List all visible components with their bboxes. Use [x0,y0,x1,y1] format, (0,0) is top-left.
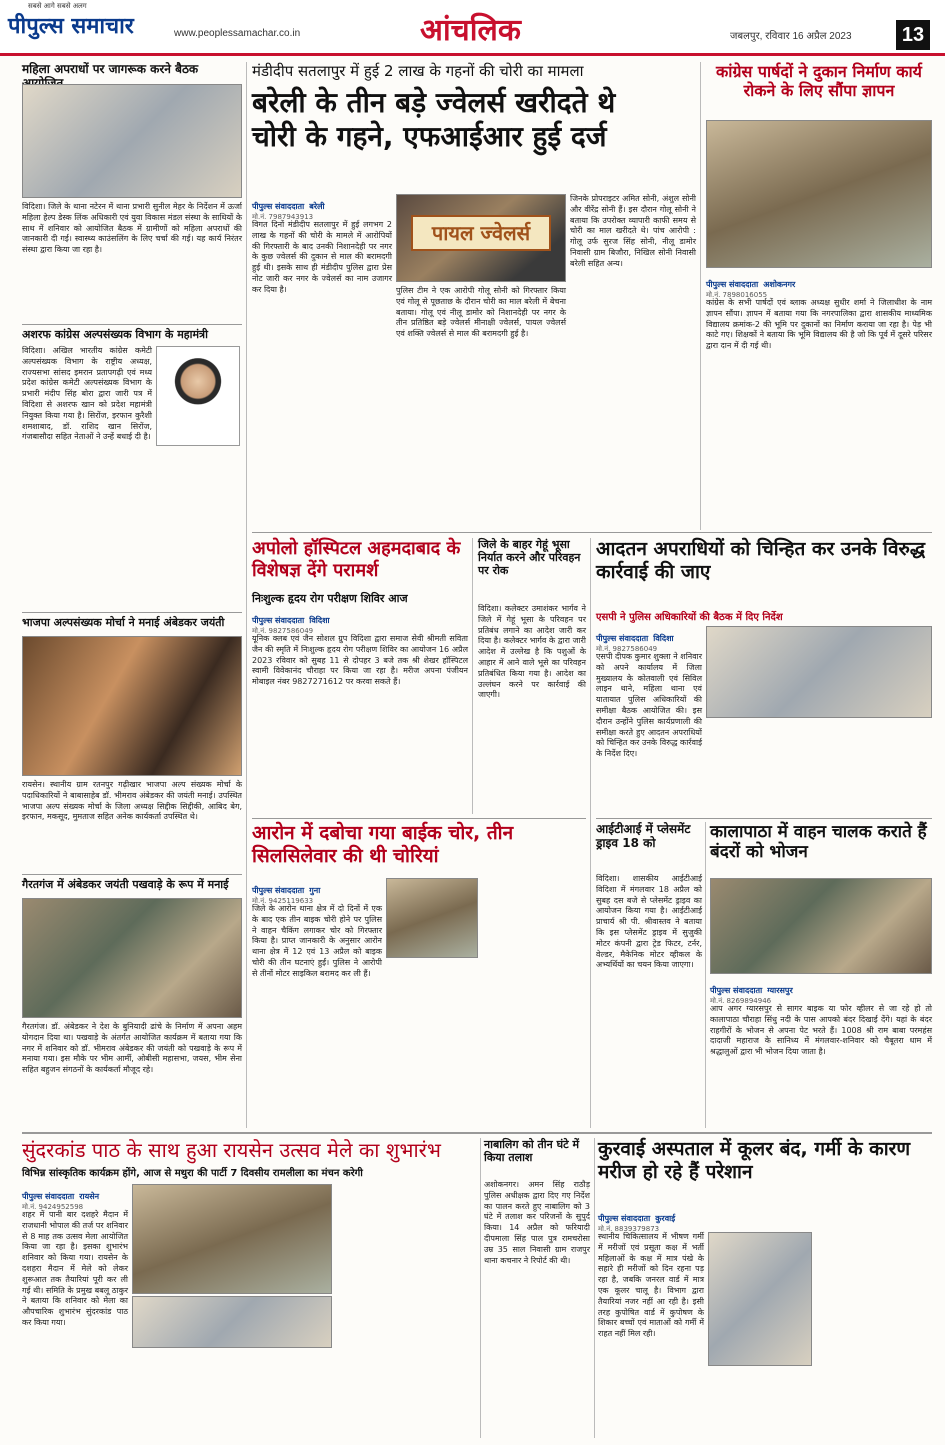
bareli-story [252,62,696,192]
kalapatha-body: आप अगर ग्यारसपुर से सागर बाइक या फोर व्हीलर से जा रहे हो तो कालापाठा चौराहा सिंधु नदी के पास आपको बंदर दिखाई देंगे। यहां के बंदर राहगीरों के भोजन से अपना पेट भरते हैं। 1008 श्री राम बाबा परमहंस दादाजी महाराज के सानिध्य में मंगलवार-शनिवार को चैबूतरा धाम में श्रद्धालुओं द्वारा भी भोजन दिया जाता है। [710,1004,932,1057]
sundarkand-subhead: विभिन्न सांस्कृतिक कार्यक्रम होंगे, आज से मथुरा की पार्टी 7 दिवसीय रामलीला का मंचन करेगी [22,1168,363,1179]
apollo-byline [252,608,468,635]
column-rule [590,538,591,1128]
aron-body-cont [386,962,586,1124]
divider [22,612,242,613]
sundarkand-headline: सुंदरकांड पाठ के साथ हुआ रायसेन उत्सव मेले का शुभारंभ [22,1138,441,1162]
kalapatha-byline [710,978,932,1005]
gehu-headline: जिले के बाहर गेहूं भूसा निर्यात करने और परिवहन पर रोक [478,538,581,578]
divider [252,532,932,533]
kurwai-headline: कुरवाई अस्पताल में कूलर बंद, गर्मी के कारण मरीज हो रहे हैं परेशान [598,1138,911,1183]
nabalig-headline: नाबालिग को तीन घंटे में किया तलाश [484,1138,580,1165]
nabalig-body: अशोकनगर। अमन सिंह राठौड़ पुलिस अधीक्षक द्वारा दिए गए निर्देश का पालन करते हुए नाबालिग को 3 घंटे में तलाश कर परिजनों के सुपुर्द किया। 14 अप्रैल को फरियादी दीपमाला सिंह पाल पुत्र रामचरोसा उम्र 35 साल निवासी ग्राम राजपुर थाना कचनार ने रिपोर्ट की थी। [484,1180,590,1265]
column-rule [700,62,701,530]
fair-ground-photo [132,1184,332,1294]
sundarkand-body-col3 [336,1184,476,1436]
divider [22,874,242,875]
sundarkand-byline [22,1184,132,1211]
aron-byline [252,878,382,905]
apollo-body: यूनिक क्लब एवं जैन सोशल ग्रुप विदिशा द्वारा समाज सेवी श्रीमती सविता जैन की स्मृति में निःशुल्क हृदय रोग परीक्षण शिविर का आयोजन 16 अप्रैल 2023 रविवार को सुबह 11 से दोपहर 3 बजे तक श्री शेखर हॉस्पिटल स्वामी विवेकानंद चौराहा पर किया जा रहा है। मरीज अपना पंजीयन मोबाइल नंबर 9827271612 पर करवा सकते हैं। [252,634,468,687]
sundarkand-body-cont [132,1352,332,1436]
byline-name: पीपुल्स संवाददाता [596,634,649,643]
mahila-body: विदिशा। जिले के थाना नटेरन में थाना प्रभारी सुनील मेहर के निर्देशन में ऊर्जा महिला हेल्प डेस्क लिंक अधिकारी एवं युवा विकास मंडल संस्था के साथियों के साथ में शनिवार को आयोजित बैठक में ग्रामीणों को महिला अपराधों की जानकारी दी गई। स्वास्थ्य काउंसलिंग के लिए चर्चा की गई। यह कार्य निरंतर संस्था द्वारा किया जा रहा है। [22,202,242,255]
mahila-headline: महिला अपराधों पर जागरूक करने बैठक [22,62,199,76]
byline-place: कुरवाई [655,1214,676,1223]
aron-bikes-photo [386,878,478,958]
byline-mobile: मो.नं. 7898016055 [706,291,768,299]
byline-mobile: मो.नं. 8269894946 [710,997,772,1005]
byline-place: अशोकनगर [763,280,796,289]
masthead-tagline: सबसे आगे सबसे अलग [28,2,87,10]
congress-body: कांग्रेस के सभी पार्षदों एवं ब्लाक अध्यक्ष सुधीर शर्मा ने जिलाधीश के नाम ज्ञापन सौंपा। ज्ञापन में बताया गया कि नगरपालिका द्वारा शासकीय माध्यमिक विद्यालय क्रमांक-2 की भूमि पर दुकानों का निर्माण कराया जा रहा है। पेड़ भी काटे गए। शिक्षकों ने बताया कि भूमि विद्यालय की है जो कि पूर्व में दूसरे परिसर द्वारा दान में दी गई थी। [706,298,932,351]
bjp-photo [22,636,242,776]
jewellers-shop-photo [396,194,566,282]
apollo-headline: अपोलो हॉस्पिटल अहमदाबाद के विशेषज्ञ देंगे परामर्श [252,538,461,581]
column-rule [246,62,247,1128]
fair-rides-photo [132,1296,332,1348]
byline-mobile: मो.नं. 9827586049 [252,627,314,635]
gehu-body: विदिशा। कलेक्टर उमाशंकर भार्गव ने जिले में गेहूं भूसा के परिवहन पर प्रतिबंध लगाने का आदेश जारी कर दिया है। कलेक्टर भार्गव के द्वारा जारी आदेश में उल्लेख है कि पशुओं के आहार में आने वाले भूसे का परिवहन प्रतिबंधित किया गया है। आदेश का उल्लंघन करने पर कार्रवाई की जाएगी। [478,604,586,700]
byline-place: गुना [309,886,321,895]
aadtan-byline [596,626,706,653]
bareli-body-3: जिनके प्रोपराइटर अमित सोनी, अंशुल सोनी और वीरेंद्र सोनी हैं। इस दौरान गोलू सोनी ने बताया कि उपरोक्त व्यापारी काफी समय से चोरी का माल खरीदते थे। पांच आरोपी : गोलू उर्फ सुरज सिंह सोनी, नीलू डामोर निवासी ग्राम बिजौरा, निखिल सोनी निवासी बरेली सहित अन्य। [570,194,696,268]
mahila-story [22,62,242,82]
byline-name: पीपुल्स संवाददाता [252,616,305,625]
congress-headline: कांग्रेस पार्षदों ने दुकान निर्माण कार्य रोकने के लिए सौंपा ज्ञापन [716,62,922,101]
divider [596,818,932,819]
byline-mobile: मो.नं. 9425119633 [252,897,314,905]
page-number: 13 [896,20,930,50]
aron-headline: आरोन में दबोचा गया बाईक चोर, तीन सिलसिलेवार की थी चोरियां [252,822,514,867]
logo-text: पीपुल्स समाचार [8,13,134,39]
bareli-byline [252,194,392,221]
byline-mobile: मो.नं. 7987943913 [252,213,314,221]
bjp-body: रायसेन। स्थानीय ग्राम रतनपुर गढ़ीखार भाजपा अल्प संख्यक मोर्चा के पदाधिकारियों ने बाबासाहेब डॉ. भीमराव अंबेडकर की जयंती मनाई। उपस्थित भाजपा अल्प संख्यक मोर्चा के जिला अध्यक्ष सिद्दीक सिद्दीकी, आबिद बेग, इरफान, मकसूद, मुमताज सहित अनेक कार्यकर्ता उपस्थित थे। [22,780,242,822]
aadtan-body-cont [706,722,932,814]
apollo-subhead: निःशुल्क हृदय रोग परीक्षण शिविर आज [252,592,408,605]
byline-name: पीपुल्स संवाददाता [710,986,763,995]
aadtan-headline: आदतन अपराधियों को चिन्हित कर उनके विरुद्ध कार्रवाई की जाए [596,538,926,583]
byline-mobile: मो.नं. 8839379873 [598,1225,660,1233]
aron-body: जिले के आरोन थाना क्षेत्र में दो दिनों में एक के बाद एक तीन बाइक चोरी होने पर पुलिस ने वाहन चैकिंग लगाकर चोर को गिरफ्तार किया है। प्राप्त जानकारी के अनुसार आरोन थाना क्षेत्र में 12 एवं 13 अप्रैल को बाइक चोरी की तीन घटनाएं हुईं। पुलिस ने आरोपी से तीनों मोटर साइकिल बरामद कर ली हैं। [252,904,382,978]
bareli-body-1: विगत दिनों मंडीदीप सतलापुर में हुई लगभग 2 लाख के गहनों की चोरी के मामले में आरोपियों की गिरफ्तारी के बाद उनकी निशानदेही पर नगर के कुछ ज्वेलर्स की दुकान से माल की बरामदगी हुई थी। इसके साथ ही मंडीदीप पुलिस द्वारा प्रेस नोट जारी कर नगर के ज्वेलर्स का नाम उजागर कर दिया है। [252,220,392,294]
iti-body: विदिशा। शासकीय आईटीआई विदिशा में मंगलवार 18 अप्रैल को सुबह दस बजे से प्लेसमेंट ड्राइव का आयोजन किया गया है। आईटीआई प्राचार्य श्री पी. श्रीवास्तव ने बताया कि इस प्लेसमेंट ड्राइव में सुजुकी मोटर कंपनी द्वारा ट्रेड फिटर, टर्नर, वेल्डर, मैकेनिक मोटर व्हीकल के अभ्यर्थियों का चयन किया जाएगा। [596,874,702,970]
column-rule [594,1138,595,1438]
kurwai-body: स्थानीय चिकित्सालय में भीषण गर्मी में मरीजों एवं प्रसूता कक्ष में भर्ती महिलाओं के कक्ष में मात्र पंखे के सहारे ही मरीजों को दिन रहना पड़ रहा है, जबकि जनरल वार्ड में मात्र एक कूलर चालू है। विभाग द्वारा तैयारियां नजर नहीं आ रही है। इसी तरह कुपोषित वार्ड में कुपोषण के शिकार बच्चों एवं माताओं को गर्मी में राहत नहीं मिल रही। [598,1232,704,1339]
byline-name: पीपुल्स संवाददाता [252,202,305,211]
column-rule [472,538,473,814]
masthead [0,0,945,56]
hospital-cooler-photo [708,1232,812,1366]
aadtan-photo [706,626,932,718]
byline-name: पीपुल्स संवाददाता [598,1214,651,1223]
shop-sign: पायल ज्वेलर्स [411,215,551,251]
byline-name: पीपुल्स संवाददाता [22,1192,75,1201]
kalapatha-headline: कालापाठा में वाहन चालक कराते हैं बंदरों को भोजन [710,822,927,863]
divider [22,1132,932,1134]
section-title: आंचलिक [420,13,521,48]
website-url[interactable]: www.peoplessamachar.co.in [174,28,301,39]
column-rule [705,822,706,1128]
byline-place: विदिशा [309,616,330,625]
gairatganj-headline: गैरतगंज में अंबेडकर जयंती पखवाड़े के रूप में मनाई [22,878,229,891]
ashraf-portrait [156,346,240,446]
byline-place: बरेली [309,202,325,211]
ashraf-headline: अशरफ कांग्रेस अल्पसंख्यक विभाग के महामंत्री [22,328,208,341]
sundarkand-body: शहर में पानी बार दशहरे मैदान में राजधानी भोपाल की तर्ज पर शनिवार से 8 माह तक उत्सव मेला आयोजित किया जा रहा है। इसका शुभारंभ शनिवार को किया गया। रायसेन के दशहरा मैदान में मेले को लेकर शुरूआत तक तैयारियां पूरी कर ली गई थी। समिति के प्रमुख बबलू ठाकुर ने बताया कि शनिवार को मेला का औपचारिक शुभारंभ सुंदरकांड पाठ कर किया गया। [22,1210,128,1327]
byline-mobile: मो.नं. 9424952598 [22,1203,84,1211]
kurwai-body-cont [708,1370,812,1436]
bareli-headline-2: चोरी के गहने, एफआईआर हुई दर्ज [252,119,607,153]
divider [252,818,586,819]
aadtan-body: एसपी दीपक कुमार शुक्ला ने शनिवार को अपने कार्यालय में जिला मुख्यालय के कोतवाली एवं सिविल लाइन थाने, महिला थाना एवं यातायात पुलिस अधिकारियों की समीक्षा बैठक आयोजित की। इस दौरान उन्होंने पुलिस कार्यप्रणाली की समीक्षा करते हुए आदतन अपराधियों को चिन्हित कर उनके विरुद्ध कार्रवाई के निर्देश दिए। [596,652,702,759]
gairatganj-body: गैरतगंज। डॉ. अंबेडकर ने देश के बुनियादी ढांचे के निर्माण में अपना अहम योगदान दिया था। पखवाड़े के अंतर्गत आयोजित कार्यक्रम में बताया गया कि नगर में शनिवार को डॉ. भीमराव अंबेडकर की जयंती को पखवाड़े के रूप में मनाया गया। इस मौके पर भीम आर्मी, ओबीसी महासभा, जयस, भीम सेना सहित बहुजन संगठनों के कार्यकर्ता मौजूद रहे। [22,1022,242,1075]
congress-photo [706,120,932,268]
kurwai-body-col3 [816,1232,932,1436]
kurwai-byline [598,1206,708,1233]
aadtan-subhead: एसपी ने पुलिस अधिकारियों की बैठक में दिए निर्देश [596,612,783,623]
bjp-headline: भाजपा अल्पसंख्यक मोर्चा ने मनाई अंबेडकर जयंती [22,616,225,629]
byline-place: ग्यारसपुर [767,986,793,995]
iti-headline: आईटीआई में प्लेसमेंट ड्राइव 18 को [596,822,691,851]
column-rule [480,1138,481,1438]
gairatganj-photo [22,898,242,1018]
bareli-body-2: पुलिस टीम ने एक आरोपी गोलू सोनी को गिरफ्तार किया एवं गोलू से पूछताछ के दौरान चोरी का माल बरेली में बेचना बताया। गोलू एवं नीलू डामोर को निशानदेही पर नगर के तीन प्रतिष्ठित बड़े ज्वेलर्स मीनाक्षी ज्वेलर्स, पायल ज्वेलर्स एवं शक्ति ज्वेलर्स से माल की बरामदगी हुई है। [396,286,566,339]
dateline: जबलपुर, रविवार 16 अप्रैल 2023 [730,31,852,42]
divider [22,324,242,325]
monkeys-photo [710,878,932,974]
byline-place: विदिशा [653,634,674,643]
ashraf-body: विदिशा। अखिल भारतीय कांग्रेस कमेटी अल्पसंख्यक विभाग के राष्ट्रीय अध्यक्ष, राज्यसभा सांसद इमरान प्रतापगढ़ी एवं मध्य प्रदेश कांग्रेस कमेटी अल्पसंख्यक विभाग के प्रभारी मंदीप सिंह बोरा द्वारा जारी पत्र में विदिशा से अशरफ खान को प्रदेश महामंत्री नियुक्त किया गया है। सिरोंज, इरफान कुरैशी शमशाबाद, डॉ. राशिद खान सिरोंज, गंजबासौदा सहित नेताओं ने उन्हें बधाई दी है। [22,346,152,442]
bareli-headline-1: बरेली के तीन बड़े ज्वेलर्स खरीदते थे [252,86,616,119]
bareli-kicker: मंडीदीप सतलापुर में हुई 2 लाख के गहनों की चोरी का मामला [252,62,584,80]
byline-name: पीपुल्स संवाददाता [252,886,305,895]
mahila-photo [22,84,242,198]
byline-place: रायसेन [79,1192,100,1201]
congress-byline [706,272,932,299]
newspaper-logo [8,2,134,40]
byline-name: पीपुल्स संवाददाता [706,280,759,289]
byline-mobile: मो.नं. 9827586049 [596,645,658,653]
